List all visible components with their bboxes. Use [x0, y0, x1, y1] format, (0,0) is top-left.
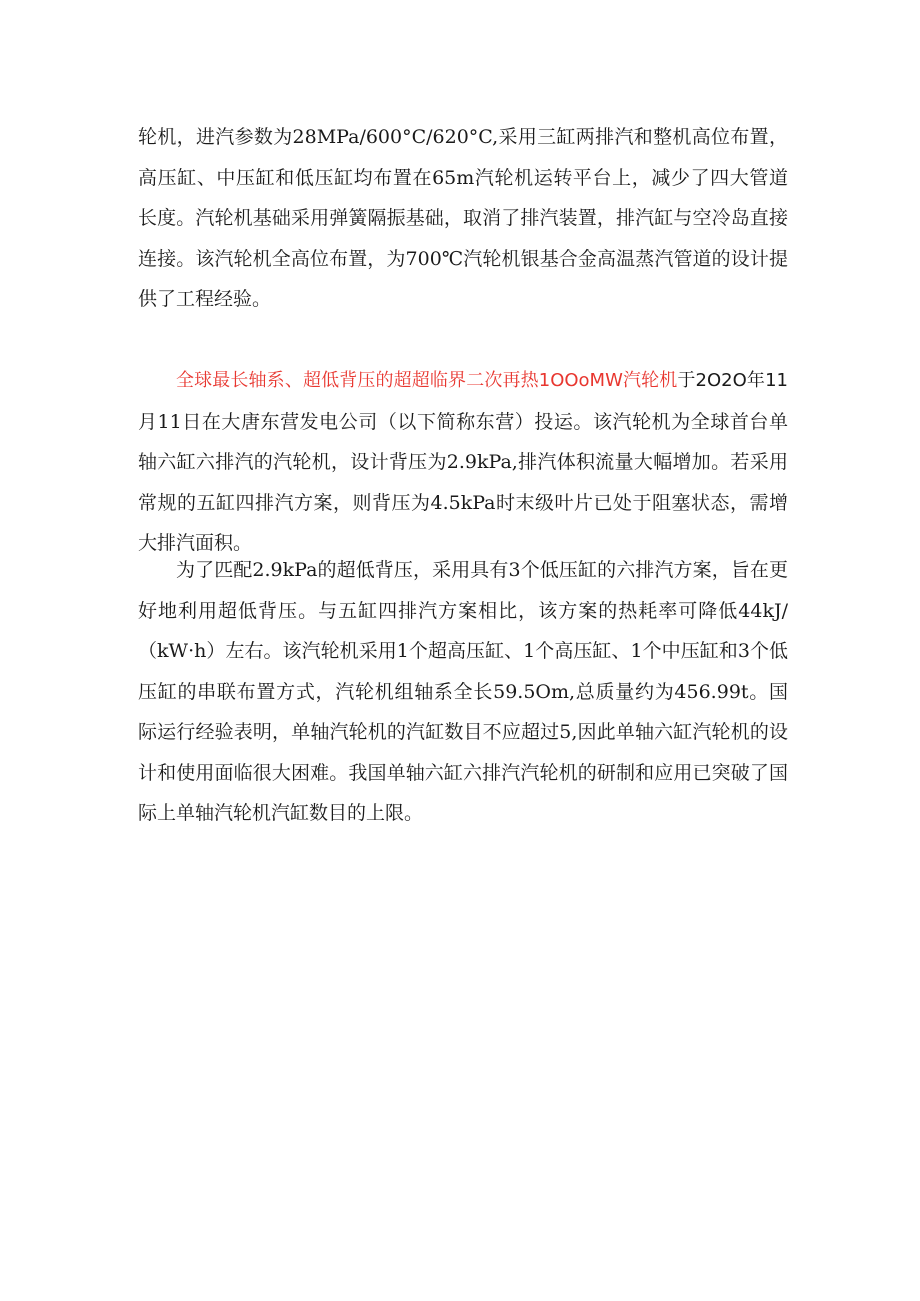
- highlighted-title: 全球最长轴系、超低背压的超超临界二次再热1OOoMW汽轮机: [176, 370, 678, 391]
- paragraph-steam-params: 轮机，进汽参数为28MPa/600°C/620°C,采用三缸两排汽和整机高位布置，高压缸、中压缸和低压缸均布置在65m汽轮机运转平台上，减少了四大管道长度。汽轮机基础采用弹簧隔振基础，取消了排汽装置，排汽缸与空冷岛直接连接。该汽轮机全高位布置，为700℃汽轮机银基合金高温蒸汽管道的设计提供了工程经验。: [138, 126, 788, 310]
- paragraph-body: 月11日在大唐东营发电公司（以下简称东营）投运。该汽轮机为全球首台单轴六缸六排汽的汽轮机，设计背压为2.9kPa,排汽体积流量大幅增加。若采用常规的五缸四排汽方案，则背压为4.5kPa时末级叶片已处于阻塞状态，需增大排汽面积。: [138, 410, 788, 554]
- paragraph-ultra-low-backpressure: 为了匹配2.9kPa的超低背压，采用具有3个低压缸的六排汽方案，旨在更好地利用超低背压。与五缸四排汽方案相比，该方案的热耗率可降低44kJ/（kW·h）左右。该汽轮机采用1个超高压缸、1个高压缸、1个中压缸和3个低压缸的串联布置方式，汽轮机组轴系全长59.5Om,总质量约为456.99t。国际运行经验表明，单轴汽轮机的汽缸数目不应超过5,因此单轴六缸汽轮机的设计和使用面临很大困难。我国单轴六缸六排汽汽轮机的研制和应用已突破了国际上单轴汽轮机汽缸数目的上限。: [138, 559, 788, 824]
- date-fragment: 于2O2O年11: [677, 370, 788, 391]
- paragraph-dongying-turbine: [138, 360, 788, 564]
